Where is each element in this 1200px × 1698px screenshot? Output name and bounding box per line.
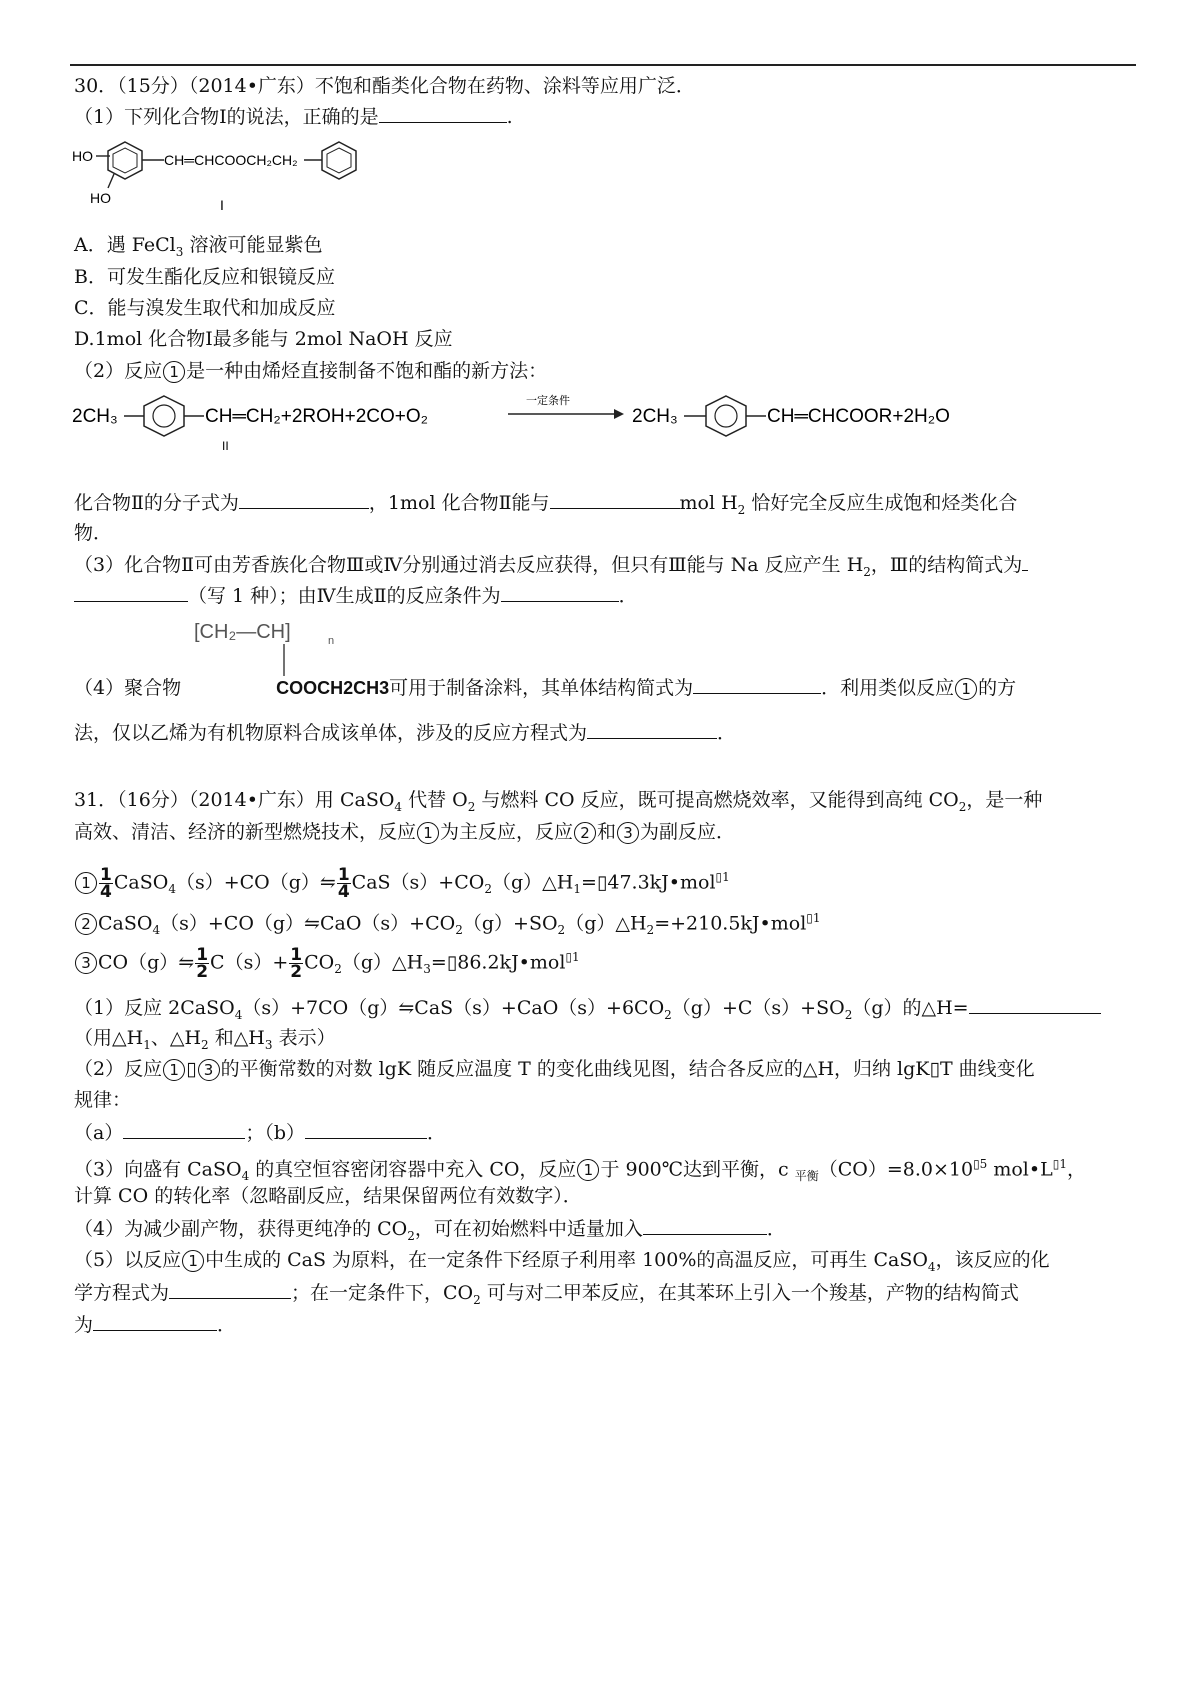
answer-blank [169, 1280, 291, 1299]
answer-blank [501, 583, 619, 602]
q30-option-b: B．可发生酯化反应和银镜反应 [74, 266, 335, 288]
q30-part2: （2）反应 1 是一种由烯烃直接制备不饱和酯的新方法： [74, 360, 548, 382]
q30-part4-line1: （4）聚合物 COOCH2CH3可用于制备涂料，其单体结构简式为 ．利用类似反应 1 的方 [74, 677, 1017, 699]
q30-part2-line1: 化合物Ⅱ的分子式为 ，1mol 化合物Ⅱ能与 mol $H_2$ 恰好完全反应生成饱和烃类化合 [74, 492, 1018, 517]
q30-option-c: C．能与溴发生取代和加成反应 [74, 297, 336, 319]
ho-top-label: HO [72, 148, 93, 164]
answer-blank [74, 583, 188, 602]
rxn-left-rest: CH═CH₂+2ROH+2CO+O₂ [205, 406, 429, 427]
q31-part2-line3: （a） ；（b） ． [74, 1122, 447, 1144]
rxn-benzene-right [706, 396, 746, 436]
q31-part3-line2: 计算 CO 的转化率（忽略副反应，结果保留两位有效数字）． [74, 1185, 582, 1207]
q30-header: 30．（15分）（2014•广东）不饱和酯类化合物在药物、涂料等应用广泛． [74, 75, 695, 97]
q31-part5-line1: （5）以反应 1 中生成的 CaS 为原料，在一定条件下经原子利用率 100%的高温反应，可再生 CaSO$_4$，该反应的化 [74, 1249, 1050, 1274]
equation-2: 2 $CaSO_4(s)+CO(g)⇋CaO(s)+CO_2(g)+SO_2(g)\triangle H_2=+210.5kJ•mol^{▯1}$ [74, 906, 821, 942]
q31-part2-line2: 规律： [74, 1089, 132, 1111]
rxn-label-II: II [222, 439, 229, 453]
answer-blank [550, 490, 680, 509]
answer-blank [643, 1216, 767, 1235]
chain-label: CH═CHCOOCH₂CH₂ [164, 152, 298, 168]
equation-3: 3 CO（g）⇋ $\frac{1}{2}$ C（s）+ $\frac{1}{2}$ $CO_2(g)\triangle H_3=▯86.2kJ•mol^{▯1}$ [74, 940, 580, 986]
rxn-right-rest: CH═CHCOOR+2H₂O [767, 406, 950, 427]
rxn-benzene-left [144, 396, 184, 436]
q30-part4-line2: 法，仅以乙烯为有机物原料合成该单体，涉及的反应方程式为 ． [74, 722, 737, 744]
compound-label: I [220, 197, 224, 213]
polymer-ester: COOCH2CH3 [276, 678, 390, 698]
answer-blank [693, 675, 821, 694]
answer-blank [969, 995, 1101, 1014]
ho-bottom-label: HO [90, 190, 111, 206]
q30-part2-line2: 物． [74, 522, 113, 544]
q30-option-d: D.1mol 化合物Ⅰ最多能与 2mol NaOH 反应 [74, 328, 453, 350]
reaction-1-scheme [72, 394, 952, 454]
q31-part1-line1: （1）反应 $2CaSO_4(s)+7CO(g)⇋CaS(s)+CaO(s)+6CO_2(g)+C(s)+SO_2(g)$的△H= [74, 995, 1101, 1027]
q31-part2-line1: （2）反应 1 ▯ 3 的平衡常数的对数 lgK 随反应温度 T 的变化曲线见图，结合各反应的△H，归纳 lgK▯T 曲线变化 [74, 1058, 1035, 1080]
q30-part1: （1）下列化合物Ⅰ的说法，正确的是 . [74, 106, 513, 128]
rxn-right-2ch3: 2CH₃ [632, 406, 678, 427]
q31-part1-line2: （用$\triangle H_1$、$\triangle H_2$ 和$\triangle H_3$ 表示） [74, 1027, 336, 1052]
answer-blank [379, 104, 507, 123]
polymer-n: n [328, 635, 335, 647]
compound-I-structure [72, 138, 392, 218]
polymer-chain: [CH₂—CH] [194, 621, 291, 643]
q30-part3-line2: （写 1 种）；由Ⅳ生成Ⅱ的反应条件为 ． [74, 583, 638, 608]
answer-blank [305, 1120, 427, 1139]
answer-blank [93, 1312, 217, 1331]
answer-blank [587, 720, 717, 739]
q31-part3-line1: （3）向盛有 CaSO$_4$ 的真空恒容密闭容器中充入 CO，反应 1 于 900℃达到平衡，c $_{平衡}(CO)=8.0\times 10^{▯5}$ $mol•L^{▯1}$， [74, 1157, 1086, 1184]
q31-header-line1: 31．（16分）（2014•广东）用 CaSO$_4$ 代替 $O_2$ 与燃料 CO 反应，既可提高燃烧效率，又能得到高纯 $CO_2$，是一种 [74, 789, 1043, 814]
q30-part3-line1: （3）化合物Ⅱ可由芳香族化合物Ⅲ或Ⅳ分别通过消去反应获得，但只有Ⅲ能与 Na 反应产生 $H_2$，Ⅲ的结构简式为 [74, 552, 1028, 584]
q31-part5-line2: 学方程式为 ；在一定条件下，$CO_2$ 可与对二甲苯反应，在其苯环上引入一个羧基，产物的结构简式 [74, 1282, 1019, 1307]
q31-part4: （4）为减少副产物，获得更纯净的 $CO_2$，可在初始燃料中适量加入 ． [74, 1218, 786, 1243]
top-rule [70, 64, 1136, 66]
equation-1: 1 $\frac{1}{4}$ CaSO$_4$（s）+CO（g）⇋ $\frac{1}{4}$ $CaS(s)+CO_2(g)\triangle H_1=▯47.3kJ•mol^{▯1}$ [74, 860, 730, 906]
rxn-arrow-text: 一定条件 [526, 395, 570, 407]
q31-header-line2: 高效、清洁、经济的新型燃烧技术，反应 1 为主反应，反应 2 和 3 为副反应． [74, 821, 736, 843]
answer-blank [239, 490, 369, 509]
q30-option-a: A．遇 FeCl$_3$ 溶液可能显紫色 [74, 234, 323, 259]
answer-blank [123, 1120, 245, 1139]
answer-blank [1022, 552, 1028, 571]
rxn-left-2ch3: 2CH₃ [72, 406, 118, 427]
q31-part5-line3: 为 ． [74, 1314, 237, 1336]
